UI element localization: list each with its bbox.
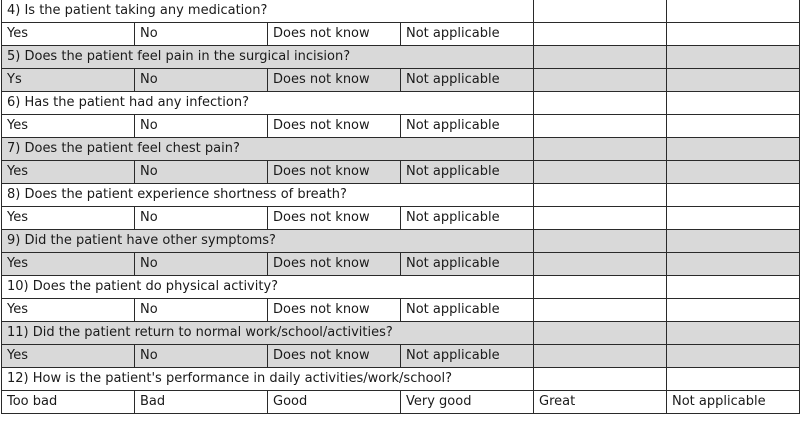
answer-option[interactable]: No — [135, 115, 268, 138]
answer-option[interactable]: Does not know — [268, 299, 401, 322]
question-text: 10) Does the patient do physical activity? — [2, 276, 534, 299]
blank-cell — [667, 92, 800, 115]
blank-cell — [667, 184, 800, 207]
options-row — [2, 345, 800, 368]
answer-option[interactable]: Does not know — [268, 253, 401, 276]
blank-cell — [534, 46, 667, 69]
blank-cell — [667, 253, 800, 276]
blank-cell — [667, 138, 800, 161]
blank-cell — [534, 253, 667, 276]
blank-cell — [534, 299, 667, 322]
question-row — [2, 138, 800, 161]
answer-option[interactable]: Not applicable — [401, 345, 534, 368]
questionnaire-table — [1, 0, 800, 414]
answer-option[interactable]: Does not know — [268, 345, 401, 368]
question-row — [2, 368, 800, 391]
answer-option[interactable]: Very good — [401, 391, 534, 414]
answer-option[interactable]: Not applicable — [401, 299, 534, 322]
answer-option[interactable]: No — [135, 161, 268, 184]
blank-cell — [667, 230, 800, 253]
blank-cell — [534, 230, 667, 253]
blank-cell — [667, 23, 800, 46]
blank-cell — [667, 69, 800, 92]
blank-cell — [667, 115, 800, 138]
question-row — [2, 46, 800, 69]
blank-cell — [534, 345, 667, 368]
answer-option[interactable]: No — [135, 69, 268, 92]
answer-option[interactable]: Not applicable — [401, 207, 534, 230]
answer-option[interactable]: Bad — [135, 391, 268, 414]
answer-option[interactable]: Yes — [2, 345, 135, 368]
answer-option[interactable]: Not applicable — [667, 391, 800, 414]
answer-option[interactable]: Not applicable — [401, 23, 534, 46]
answer-option[interactable]: Yes — [2, 299, 135, 322]
answer-option[interactable]: No — [135, 253, 268, 276]
question-row — [2, 184, 800, 207]
question-text: 9) Did the patient have other symptoms? — [2, 230, 534, 253]
options-row — [2, 161, 800, 184]
options-row — [2, 253, 800, 276]
blank-cell — [667, 161, 800, 184]
answer-option[interactable]: Yes — [2, 161, 135, 184]
answer-option[interactable]: Does not know — [268, 69, 401, 92]
answer-option[interactable]: No — [135, 345, 268, 368]
blank-cell — [667, 0, 800, 23]
blank-cell — [667, 322, 800, 345]
options-row — [2, 207, 800, 230]
answer-option[interactable]: Yes — [2, 207, 135, 230]
question-text: 5) Does the patient feel pain in the surgical incision? — [2, 46, 534, 69]
options-row — [2, 115, 800, 138]
blank-cell — [667, 299, 800, 322]
blank-cell — [667, 46, 800, 69]
options-row — [2, 23, 800, 46]
blank-cell — [667, 368, 800, 391]
answer-option[interactable]: Ys — [2, 69, 135, 92]
answer-option[interactable]: Not applicable — [401, 253, 534, 276]
answer-option[interactable]: Yes — [2, 115, 135, 138]
blank-cell — [667, 345, 800, 368]
blank-cell — [534, 138, 667, 161]
blank-cell — [534, 276, 667, 299]
blank-cell — [534, 207, 667, 230]
blank-cell — [667, 207, 800, 230]
question-text: 11) Did the patient return to normal work/school/activities? — [2, 322, 534, 345]
blank-cell — [534, 115, 667, 138]
blank-cell — [667, 276, 800, 299]
answer-option[interactable]: Yes — [2, 253, 135, 276]
answer-option[interactable]: Does not know — [268, 23, 401, 46]
blank-cell — [534, 161, 667, 184]
answer-option[interactable]: Great — [534, 391, 667, 414]
answer-option[interactable]: No — [135, 23, 268, 46]
question-row — [2, 0, 800, 23]
question-text: 4) Is the patient taking any medication? — [2, 0, 534, 23]
options-row — [2, 299, 800, 322]
blank-cell — [534, 23, 667, 46]
answer-option[interactable]: No — [135, 299, 268, 322]
answer-option[interactable]: Does not know — [268, 207, 401, 230]
question-text: 6) Has the patient had any infection? — [2, 92, 534, 115]
blank-cell — [534, 0, 667, 23]
answer-option[interactable]: Not applicable — [401, 69, 534, 92]
answer-option[interactable]: Not applicable — [401, 115, 534, 138]
question-row — [2, 322, 800, 345]
question-text: 12) How is the patient's performance in daily activities/work/school? — [2, 368, 534, 391]
answer-option[interactable]: Does not know — [268, 161, 401, 184]
blank-cell — [534, 92, 667, 115]
answer-option[interactable]: Does not know — [268, 115, 401, 138]
question-row — [2, 92, 800, 115]
blank-cell — [534, 69, 667, 92]
options-row — [2, 69, 800, 92]
answer-option[interactable]: No — [135, 207, 268, 230]
answer-option[interactable]: Yes — [2, 23, 135, 46]
answer-option[interactable]: Good — [268, 391, 401, 414]
question-text: 8) Does the patient experience shortness of breath? — [2, 184, 534, 207]
answer-option[interactable]: Not applicable — [401, 161, 534, 184]
options-row — [2, 391, 800, 414]
question-row — [2, 230, 800, 253]
answer-option[interactable]: Too bad — [2, 391, 135, 414]
blank-cell — [534, 322, 667, 345]
blank-cell — [534, 184, 667, 207]
question-text: 7) Does the patient feel chest pain? — [2, 138, 534, 161]
blank-cell — [534, 368, 667, 391]
question-row — [2, 276, 800, 299]
